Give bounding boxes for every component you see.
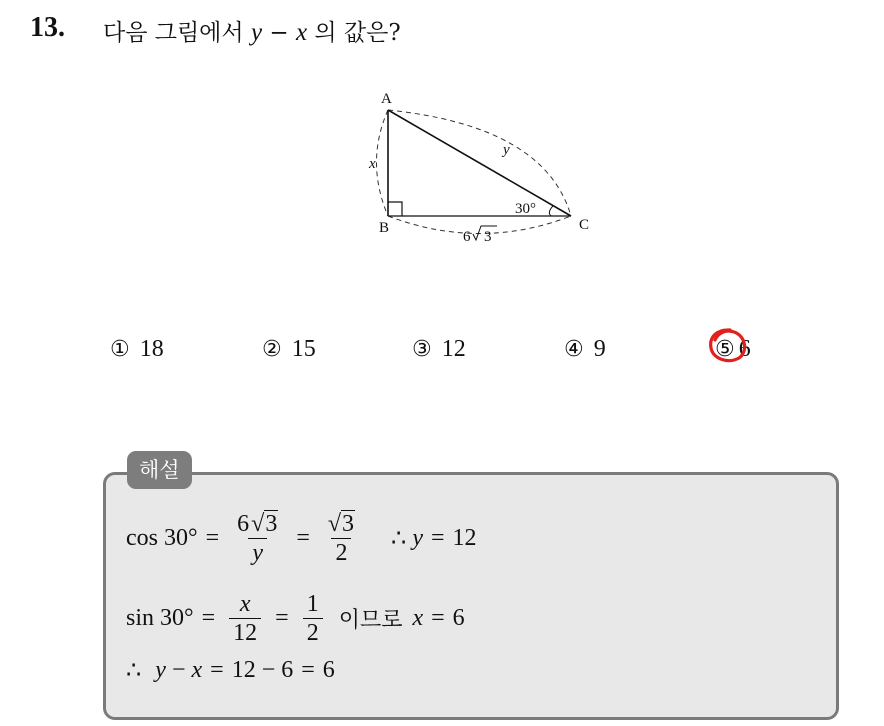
choice-4[interactable] <box>564 336 606 363</box>
answer-choices <box>0 336 884 370</box>
choice-4-value: 9 <box>593 336 606 362</box>
line2-frac1-num: x <box>239 591 251 617</box>
label-b: B <box>379 220 390 236</box>
line2-eq2: = <box>275 605 289 631</box>
line2-lhs: sin 30° <box>126 605 194 631</box>
arc-x <box>377 110 389 216</box>
line2-frac1-den: 12 <box>229 618 261 647</box>
choice-1[interactable] <box>110 336 164 363</box>
label-base-coef: 6 <box>463 229 471 245</box>
label-x: x <box>369 156 376 172</box>
solution-line-1 <box>126 510 477 567</box>
line2-frac2 <box>303 590 323 647</box>
question-number: 13. <box>30 12 65 43</box>
line3-var-y: y <box>155 657 166 683</box>
line2-result-var: x <box>412 605 424 631</box>
line3-result: 6 <box>322 657 335 683</box>
line3-therefore: ∴ <box>126 658 142 684</box>
label-angle: 30° <box>515 201 536 217</box>
line2-frac2-den: 2 <box>303 618 323 647</box>
line3-minus: − <box>171 657 186 683</box>
line1-frac1: $\frac{6 √3}{y}$ <box>237 511 278 566</box>
line1-frac1-den: y <box>252 540 264 566</box>
line1-result-var: y <box>412 525 423 551</box>
line2-frac1 <box>229 590 261 647</box>
line1-eq2: = <box>296 525 310 551</box>
line2-korean: 이므로 <box>338 608 403 633</box>
triangle-figure <box>355 86 605 251</box>
solution-line-3 <box>126 656 335 685</box>
choice-3[interactable] <box>412 336 466 363</box>
choice-5-mark: ⑤ <box>715 337 735 362</box>
line1-result-val: 12 <box>452 525 477 551</box>
label-a: A <box>381 91 392 107</box>
choice-2[interactable] <box>262 336 316 363</box>
label-base-rad: 3 <box>484 229 492 245</box>
line3-var-x: x <box>191 657 203 683</box>
line1-frac1-num-coef: 6 <box>237 511 250 537</box>
line1-frac1-num-rad: 3 <box>265 511 278 537</box>
line1-therefore: ∴ <box>391 526 407 552</box>
question-var-y: y <box>250 19 263 46</box>
line2-eq1: = <box>201 605 216 631</box>
label-y: y <box>503 142 510 158</box>
label-c: C <box>579 217 590 233</box>
choice-2-value: 15 <box>291 336 316 362</box>
line3-eq2: = <box>301 657 315 683</box>
line1-eq1: = <box>205 525 220 551</box>
choice-3-mark: ③ <box>412 337 432 362</box>
choice-3-value: 12 <box>441 336 466 362</box>
line2-eq3: = <box>431 605 445 631</box>
question-suffix: 의 값은? <box>314 20 401 46</box>
question-prefix: 다음 그림에서 <box>103 20 244 46</box>
line3-expr: 12 − 6 <box>231 657 294 683</box>
solution-tag: 해설 <box>127 451 192 489</box>
solution-line-2 <box>126 590 465 647</box>
choice-5-value: 6 <box>738 336 751 362</box>
line1-frac2-den: 2 <box>331 538 351 567</box>
choice-1-value: 18 <box>139 336 164 362</box>
line2-result-val: 6 <box>452 605 465 631</box>
line1-frac2-num-rad: 3 <box>342 511 355 537</box>
line1-eq3: = <box>430 525 445 551</box>
selected-answer-circle <box>706 326 750 366</box>
line2-frac2-num: 1 <box>306 591 319 617</box>
line1-frac2: $\frac{√3}{2}$ <box>327 511 355 566</box>
choice-4-mark: ④ <box>564 337 584 362</box>
line1-lhs: cos 30° <box>126 525 198 551</box>
question-var-x: x <box>295 19 308 46</box>
choice-1-mark: ① <box>110 337 130 362</box>
question-text <box>103 14 401 47</box>
choice-2-mark: ② <box>262 337 282 362</box>
question-minus: − <box>269 20 289 46</box>
line3-eq1: = <box>210 657 224 683</box>
